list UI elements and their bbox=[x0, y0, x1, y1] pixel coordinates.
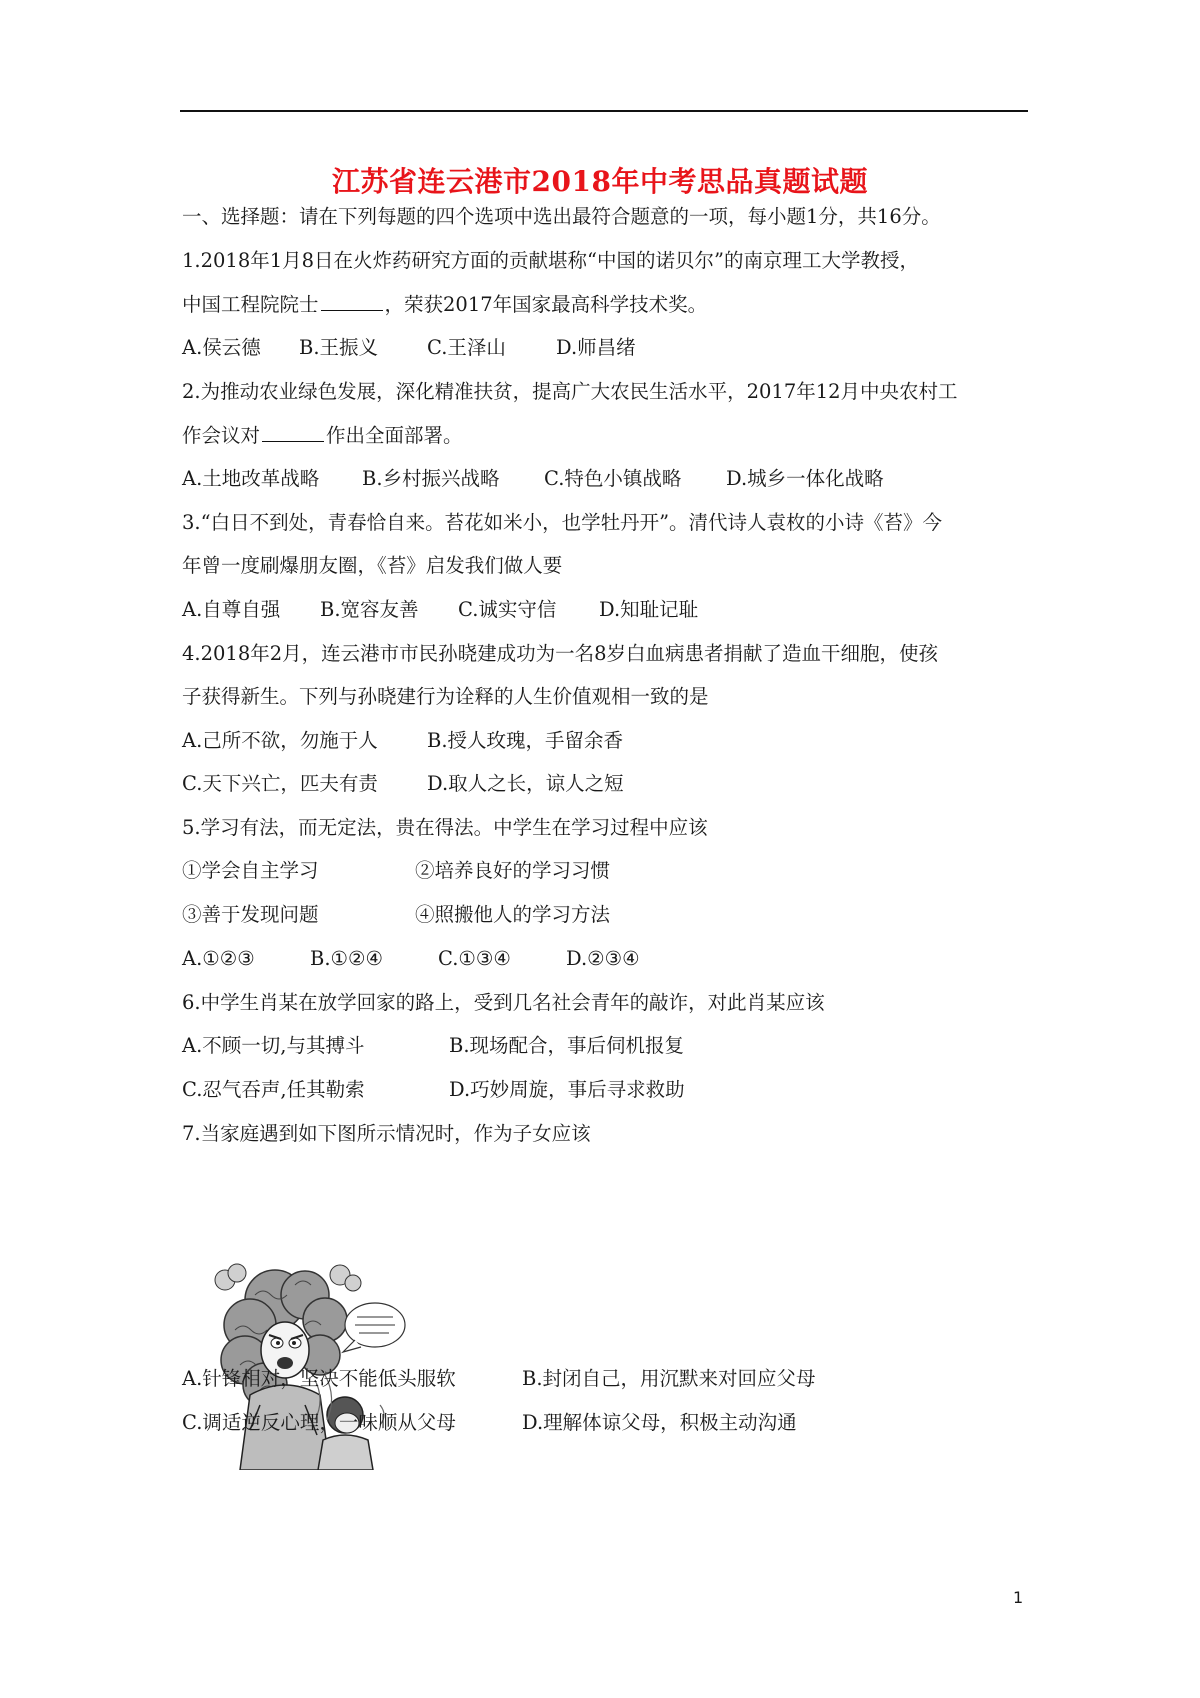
q4-option-c: C.天下兴亡，匹夫有责 bbox=[182, 772, 378, 795]
q2-option-d: D.城乡一体化战略 bbox=[726, 467, 884, 490]
q2-option-c: C.特色小镇战略 bbox=[544, 467, 682, 490]
q6-option-b: B.现场配合，事后伺机报复 bbox=[449, 1034, 685, 1057]
q4-stem-line2: 子获得新生。下列与孙晓建行为诠释的人生价值观相一致的是 bbox=[182, 685, 709, 708]
q5-option-b: B.①②④ bbox=[310, 947, 383, 970]
family-conflict-cartoon bbox=[205, 1255, 415, 1470]
q6-stem-line1: 6.中学生肖某在放学回家的路上，受到几名社会青年的敲诈，对此肖某应该 bbox=[182, 991, 825, 1014]
q2-stem-line2: 作会议对 作出全面部署。 bbox=[182, 421, 463, 450]
q7-stem-line1: 7.当家庭遇到如下图所示情况时，作为子女应该 bbox=[182, 1122, 591, 1145]
q7-option-a: A.针锋相对，坚决不能低头服软 bbox=[182, 1367, 456, 1390]
q3-stem-line2: 年曾一度刷爆朋友圈，《苔》启发我们做人要 bbox=[182, 554, 563, 577]
q3-option-d: D.知耻记耻 bbox=[599, 598, 699, 621]
q1-option-b: B.王振义 bbox=[299, 336, 379, 359]
q3-option-c: C.诚实守信 bbox=[458, 598, 557, 621]
q5-item-3: ③善于发现问题 bbox=[182, 903, 319, 926]
q2-stem-line1: 2.为推动农业绿色发展，深化精准扶贫，提高广大农民生活水平，2017年12月中央农村工 bbox=[182, 380, 958, 403]
q4-option-b: B.授人玫瑰，手留余香 bbox=[427, 729, 624, 752]
q5-item-4: ④照搬他人的学习方法 bbox=[415, 903, 611, 926]
q7-option-b: B.封闭自己，用沉默来对回应父母 bbox=[522, 1367, 816, 1390]
answer-blank bbox=[262, 421, 324, 442]
q1-option-c: C.王泽山 bbox=[427, 336, 506, 359]
q1-option-a: A.侯云德 bbox=[182, 336, 261, 359]
child-body bbox=[318, 1435, 373, 1470]
q2-option-b: B.乡村振兴战略 bbox=[362, 467, 500, 490]
q5-stem-line1: 5.学习有法，而无定法，贵在得法。中学生在学习过程中应该 bbox=[182, 816, 708, 839]
q7-option-d: D.理解体谅父母，积极主动沟通 bbox=[522, 1411, 797, 1434]
q5-option-d: D.②③④ bbox=[566, 947, 640, 970]
q2-option-a: A.土地改革战略 bbox=[182, 467, 320, 490]
q5-item-1: ①学会自主学习 bbox=[182, 859, 319, 882]
page-title: 江苏省连云港市2018年中考思品真题试题 bbox=[332, 165, 868, 198]
page-number: 1 bbox=[1013, 1588, 1024, 1607]
q7-option-c: C.调适逆反心理，一味顺从父母 bbox=[182, 1411, 456, 1434]
q1-stem-line1: 1.2018年1月8日在火炸药研究方面的贡献堪称“中国的诺贝尔”的南京理工大学教授， bbox=[182, 249, 919, 272]
q6-option-d: D.巧妙周旋，事后寻求救助 bbox=[449, 1078, 685, 1101]
q3-option-a: A.自尊自强 bbox=[182, 598, 281, 621]
q4-stem-line1: 4.2018年2月，连云港市市民孙晓建成功为一名8岁白血病患者捐献了造血干细胞，使孩 bbox=[182, 642, 939, 665]
q5-item-2: ②培养良好的学习习惯 bbox=[415, 859, 611, 882]
q4-option-a: A.己所不欲，勿施于人 bbox=[182, 729, 378, 752]
header-rule bbox=[180, 110, 1028, 112]
section-instructions: 一、选择题：请在下列每题的四个选项中选出最符合题意的一项，每小题1分，共16分。 bbox=[182, 205, 941, 228]
q5-option-c: C.①③④ bbox=[438, 947, 511, 970]
q1-option-d: D.师昌绪 bbox=[556, 336, 636, 359]
q4-option-d: D.取人之长，谅人之短 bbox=[427, 772, 624, 795]
q5-option-a: A.①②③ bbox=[182, 947, 255, 970]
q3-stem-line1: 3.“白日不到处，青春恰自来。苔花如米小，也学牡丹开”。清代诗人袁枚的小诗《苔》今 bbox=[182, 511, 943, 534]
q3-option-b: B.宽容友善 bbox=[320, 598, 419, 621]
q1-stem-line2: 中国工程院院士 ，荣获2017年国家最高科学技术奖。 bbox=[182, 290, 707, 319]
q6-option-a: A.不顾一切,与其搏斗 bbox=[182, 1034, 365, 1057]
answer-blank bbox=[321, 290, 383, 311]
q6-option-c: C.忍气吞声,任其勒索 bbox=[182, 1078, 365, 1101]
